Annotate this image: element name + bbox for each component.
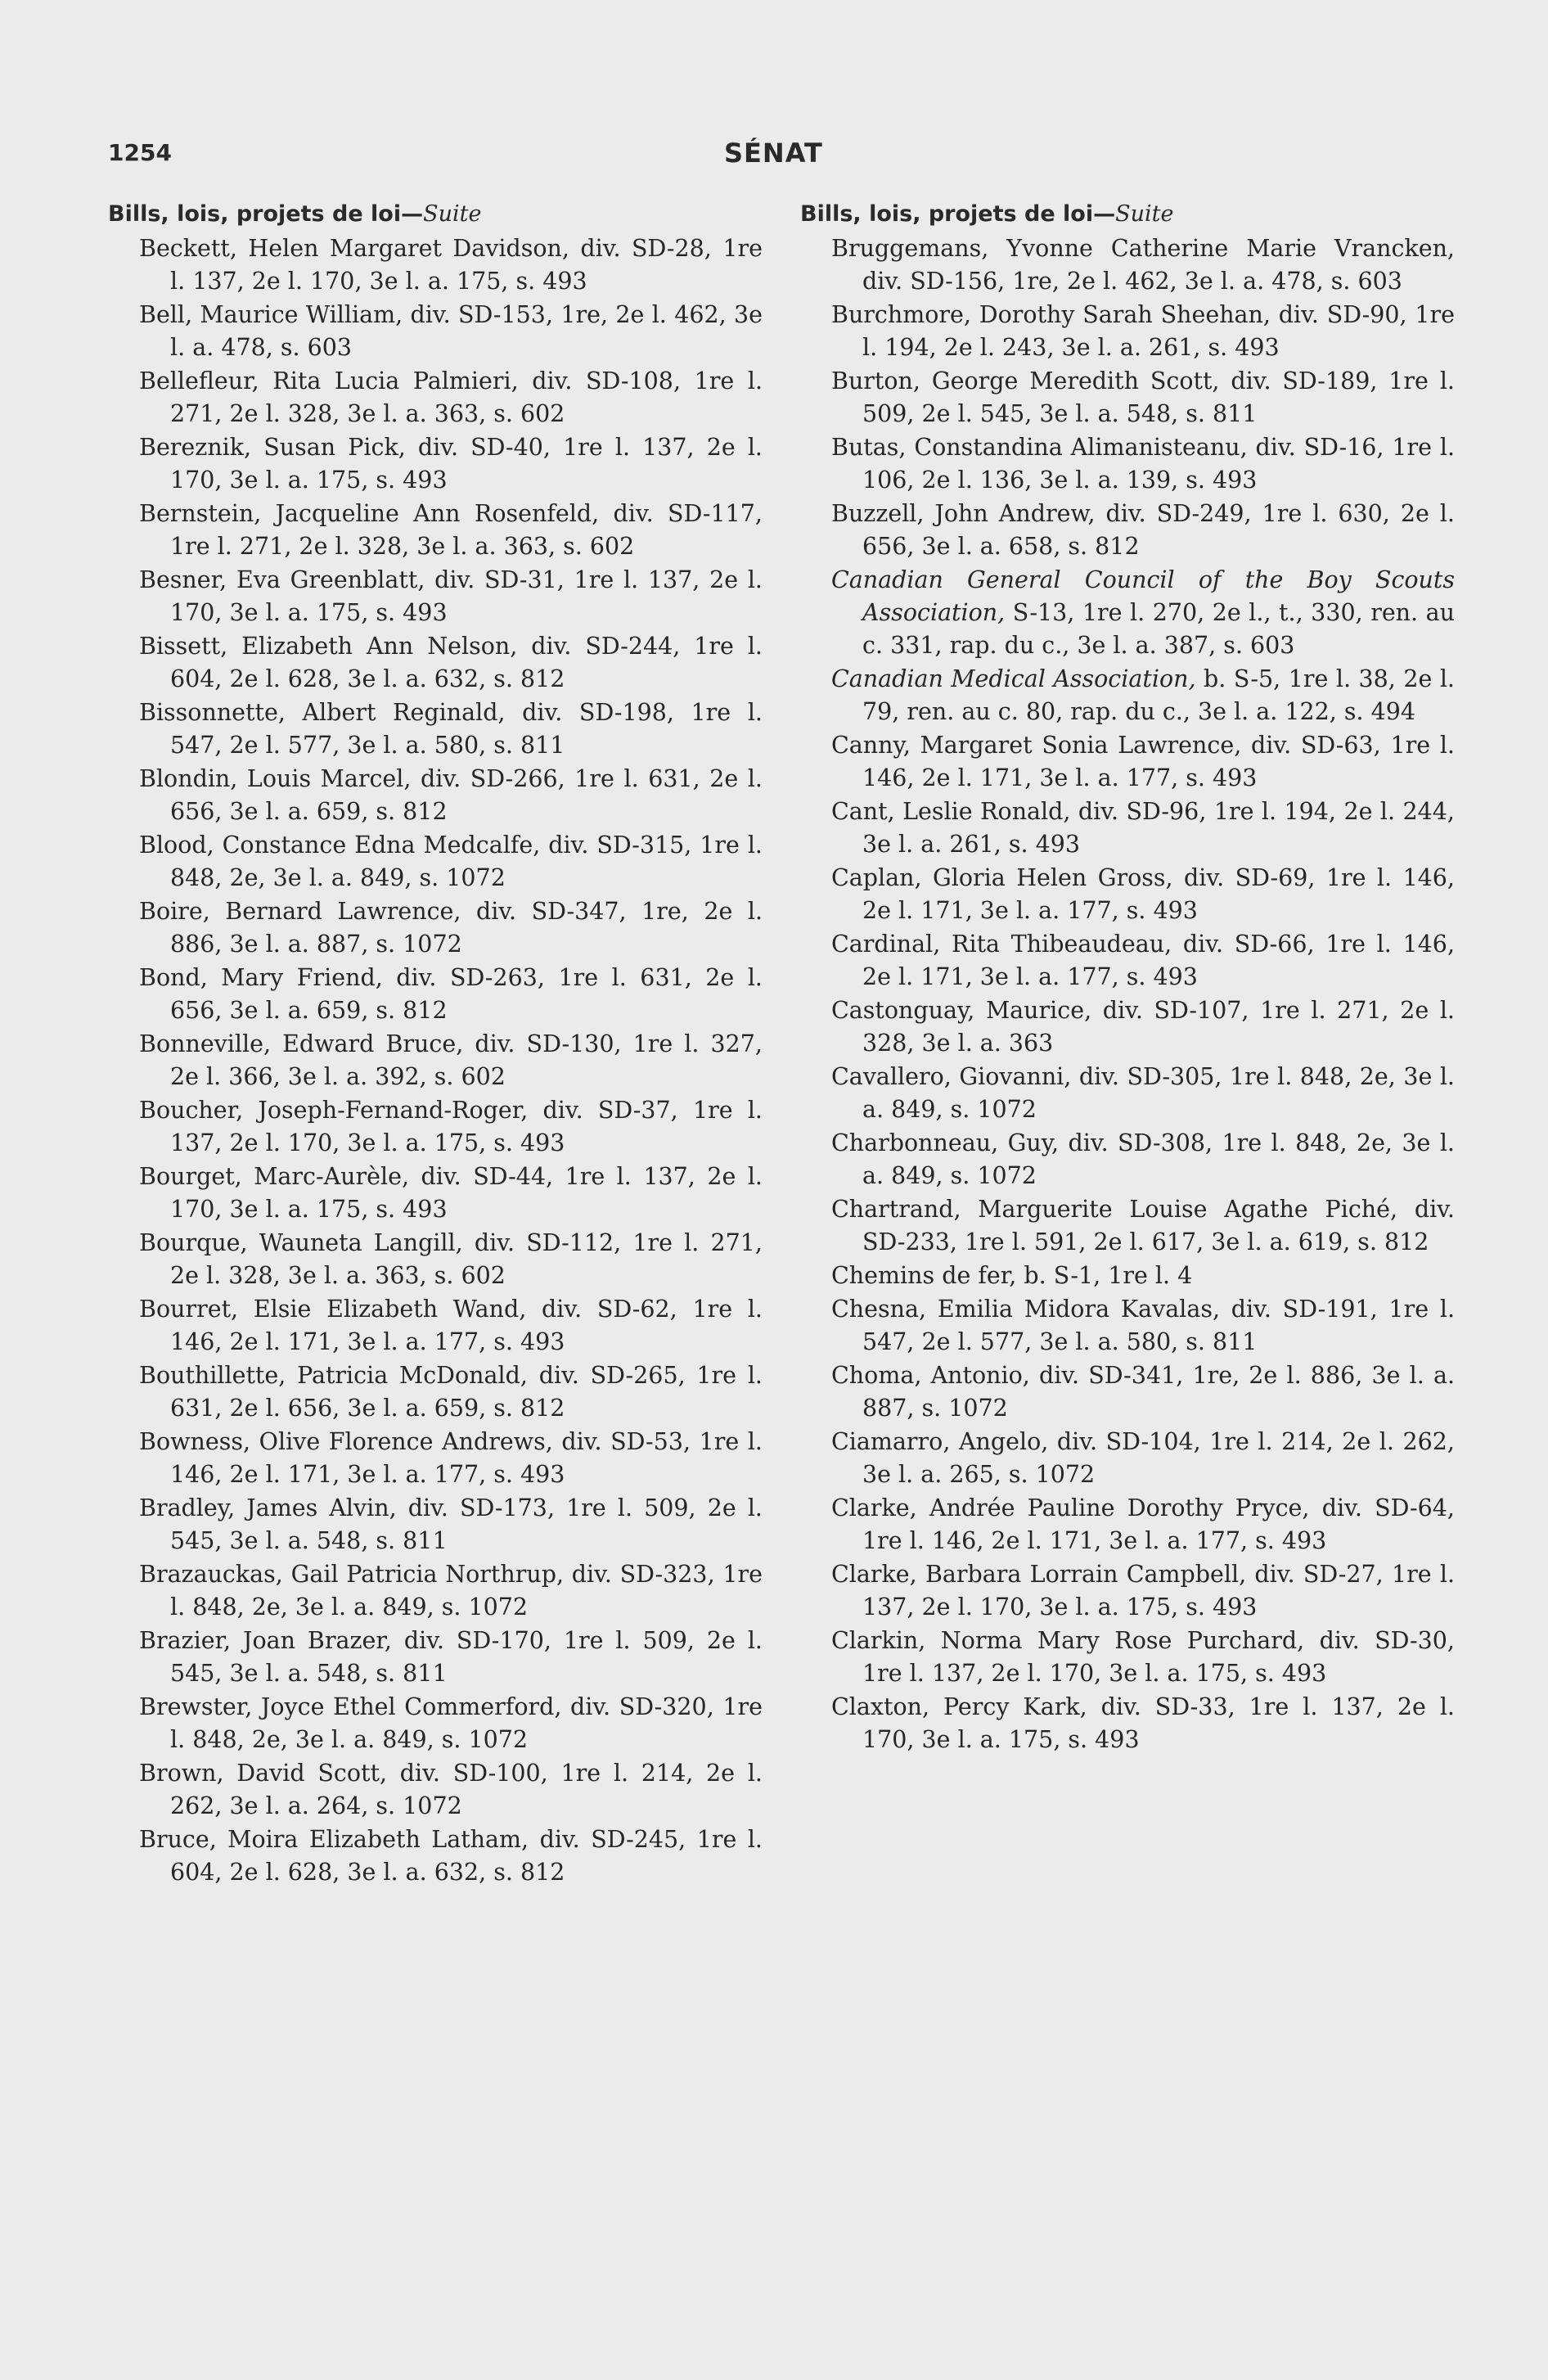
entry-text: Bereznik, Susan Pick, div. SD-40, 1re l. 137, 2e l. 170, 3e l. a. 175, s. 493 bbox=[139, 434, 763, 494]
entry-text: Brown, David Scott, div. SD-100, 1re l. 214, 2e l. 262, 3e l. a. 264, s. 1072 bbox=[139, 1760, 763, 1819]
index-entry bbox=[800, 1558, 1455, 1624]
entry-text: Clarkin, Norma Mary Rose Purchard, div. SD-30, 1re l. 137, 2e l. 170, 3e l. a. 175, s. 493 bbox=[831, 1627, 1455, 1687]
entry-text: Brazauckas, Gail Patricia Northrup, div. SD-323, 1re l. 848, 2e, 3e l. a. 849, s. 1072 bbox=[139, 1561, 763, 1620]
entry-text: Butas, Constandina Alimanisteanu, div. SD-16, 1re l. 106, 2e l. 136, 3e l. a. 139, s. 493 bbox=[831, 434, 1455, 494]
entry-text: Buzzell, John Andrew, div. SD-249, 1re l. 630, 2e l. 656, 3e l. a. 658, s. 812 bbox=[831, 500, 1455, 560]
index-entry bbox=[108, 630, 763, 696]
entry-list bbox=[800, 232, 1455, 1756]
entry-text: Cardinal, Rita Thibeaudeau, div. SD-66, 1re l. 146, 2e l. 171, 3e l. a. 177, s. 493 bbox=[831, 931, 1455, 990]
index-entry bbox=[108, 1625, 763, 1690]
entry-text: Bourque, Wauneta Langill, div. SD-112, 1re l. 271, 2e l. 328, 3e l. a. 363, s. 602 bbox=[139, 1229, 763, 1289]
entry-text: Boucher, Joseph-Fernand-Roger, div. SD-37, 1re l. 137, 2e l. 170, 3e l. a. 175, s. 493 bbox=[139, 1097, 763, 1156]
index-entry bbox=[108, 1558, 763, 1624]
index-entry bbox=[108, 1094, 763, 1160]
entry-text: Burton, George Meredith Scott, div. SD-189, 1re l. 509, 2e l. 545, 3e l. a. 548, s. 811 bbox=[831, 367, 1455, 427]
heading-suite: Suite bbox=[423, 201, 482, 227]
entry-title: Canadian General Council of the Boy Scouts Association, bbox=[831, 566, 1455, 626]
index-entry bbox=[800, 1492, 1455, 1557]
entry-text: Cavallero, Giovanni, div. SD-305, 1re l. 848, 2e, 3e l. a. 849, s. 1072 bbox=[831, 1063, 1455, 1123]
entry-text: Bourget, Marc-Aurèle, div. SD-44, 1re l. 137, 2e l. 170, 3e l. a. 175, s. 493 bbox=[139, 1163, 763, 1223]
entry-text: Caplan, Gloria Helen Gross, div. SD-69, 1re l. 146, 2e l. 171, 3e l. a. 177, s. 493 bbox=[831, 864, 1455, 924]
entry-text: Bourret, Elsie Elizabeth Wand, div. SD-62, 1re l. 146, 2e l. 171, 3e l. a. 177, s. 493 bbox=[139, 1296, 763, 1355]
entry-text: Bissonnette, Albert Reginald, div. SD-198, 1re l. 547, 2e l. 577, 3e l. a. 580, s. 811 bbox=[139, 699, 763, 759]
entry-text: Bonneville, Edward Bruce, div. SD-130, 1re l. 327, 2e l. 366, 3e l. a. 392, s. 602 bbox=[139, 1030, 763, 1090]
entry-text: b. S-5, 1re l. 38, 2e l. 79, ren. au c. 80, rap. du c., 3e l. a. 122, s. 494 bbox=[862, 665, 1455, 725]
running-head: SÉNAT bbox=[724, 137, 823, 169]
entry-text: Charbonneau, Guy, div. SD-308, 1re l. 848, 2e, 3e l. a. 849, s. 1072 bbox=[831, 1129, 1455, 1189]
entry-text: Bellefleur, Rita Lucia Palmieri, div. SD-108, 1re l. 271, 2e l. 328, 3e l. a. 363, s. 602 bbox=[139, 367, 763, 427]
index-entry bbox=[800, 431, 1455, 497]
index-entry bbox=[108, 1757, 763, 1823]
index-entry bbox=[800, 862, 1455, 927]
left-column bbox=[108, 198, 763, 1890]
entry-text: Bissett, Elizabeth Ann Nelson, div. SD-244, 1re l. 604, 2e l. 628, 3e l. a. 632, s. 812 bbox=[139, 633, 763, 692]
entry-text: S-13, 1re l. 270, 2e l., t., 330, ren. au c. 331, rap. du c., 3e l. a. 387, s. 603 bbox=[862, 599, 1455, 659]
index-entry bbox=[800, 1193, 1455, 1259]
index-entry bbox=[800, 1359, 1455, 1425]
entry-text: Claxton, Percy Kark, div. SD-33, 1re l. 137, 2e l. 170, 3e l. a. 175, s. 493 bbox=[831, 1693, 1455, 1753]
entry-text: Bond, Mary Friend, div. SD-263, 1re l. 631, 2e l. 656, 3e l. a. 659, s. 812 bbox=[139, 964, 763, 1024]
index-entry bbox=[800, 1426, 1455, 1491]
entry-text: Bruggemans, Yvonne Catherine Marie Vrancken, div. SD-156, 1re, 2e l. 462, 3e l. a. 478, s. 603 bbox=[831, 235, 1455, 295]
entry-text: Bowness, Olive Florence Andrews, div. SD-53, 1re l. 146, 2e l. 171, 3e l. a. 177, s. 493 bbox=[139, 1428, 763, 1488]
entry-text: Burchmore, Dorothy Sarah Sheehan, div. SD-90, 1re l. 194, 2e l. 243, 3e l. a. 261, s. 493 bbox=[831, 301, 1455, 361]
index-entry bbox=[800, 564, 1455, 662]
index-entry bbox=[108, 962, 763, 1027]
entry-text: Cant, Leslie Ronald, div. SD-96, 1re l. 194, 2e l. 244, 3e l. a. 261, s. 493 bbox=[831, 798, 1455, 858]
index-entry bbox=[800, 1127, 1455, 1192]
index-entry bbox=[108, 696, 763, 762]
index-entry bbox=[108, 299, 763, 364]
right-column bbox=[800, 198, 1455, 1757]
entry-text: Besner, Eva Greenblatt, div. SD-31, 1re l. 137, 2e l. 170, 3e l. a. 175, s. 493 bbox=[139, 566, 763, 626]
index-entry bbox=[108, 365, 763, 430]
index-entry bbox=[108, 763, 763, 828]
index-entry bbox=[108, 1359, 763, 1425]
entry-text: Bell, Maurice William, div. SD-153, 1re, 2e l. 462, 3e l. a. 478, s. 603 bbox=[139, 301, 763, 361]
entry-text: Chesna, Emilia Midora Kavalas, div. SD-191, 1re l. 547, 2e l. 577, 3e l. a. 580, s. 811 bbox=[831, 1296, 1455, 1355]
entry-text: Beckett, Helen Margaret Davidson, div. SD-28, 1re l. 137, 2e l. 170, 3e l. a. 175, s. 493 bbox=[139, 235, 763, 295]
entry-text: Choma, Antonio, div. SD-341, 1re, 2e l. 886, 3e l. a. 887, s. 1072 bbox=[831, 1362, 1455, 1422]
index-entry bbox=[108, 1492, 763, 1557]
index-entry bbox=[800, 1293, 1455, 1359]
index-entry bbox=[108, 564, 763, 629]
entry-title: Canadian Medical Association, bbox=[831, 665, 1196, 692]
index-entry bbox=[108, 1691, 763, 1756]
index-entry bbox=[108, 1227, 763, 1292]
column-heading bbox=[108, 198, 763, 231]
index-entry bbox=[800, 365, 1455, 430]
index-entry bbox=[108, 1426, 763, 1491]
entry-text: Clarke, Barbara Lorrain Campbell, div. SD-27, 1re l. 137, 2e l. 170, 3e l. a. 175, s. 493 bbox=[831, 1561, 1455, 1620]
entry-text: Bradley, James Alvin, div. SD-173, 1re l. 509, 2e l. 545, 3e l. a. 548, s. 811 bbox=[139, 1494, 763, 1554]
index-entry bbox=[800, 498, 1455, 563]
index-entry bbox=[108, 1161, 763, 1226]
index-entry bbox=[800, 994, 1455, 1060]
index-entry bbox=[800, 1260, 1455, 1292]
index-entry bbox=[108, 829, 763, 895]
entry-text: Bruce, Moira Elizabeth Latham, div. SD-245, 1re l. 604, 2e l. 628, 3e l. a. 632, s. 812 bbox=[139, 1826, 763, 1886]
entry-text: Boire, Bernard Lawrence, div. SD-347, 1re, 2e l. 886, 3e l. a. 887, s. 1072 bbox=[139, 898, 763, 958]
index-entry bbox=[800, 928, 1455, 994]
entry-text: Brewster, Joyce Ethel Commerford, div. SD-320, 1re l. 848, 2e, 3e l. a. 849, s. 1072 bbox=[139, 1693, 763, 1753]
page-number: 1254 bbox=[108, 139, 172, 166]
heading-text: Bills, lois, projets de loi— bbox=[108, 201, 424, 227]
index-entry bbox=[108, 431, 763, 497]
entry-text: Blondin, Louis Marcel, div. SD-266, 1re l. 631, 2e l. 656, 3e l. a. 659, s. 812 bbox=[139, 765, 763, 825]
index-entry bbox=[108, 498, 763, 563]
index-entry bbox=[800, 663, 1455, 728]
entry-text: Castonguay, Maurice, div. SD-107, 1re l. 271, 2e l. 328, 3e l. a. 363 bbox=[831, 997, 1455, 1057]
index-entry bbox=[108, 1028, 763, 1093]
entry-text: Ciamarro, Angelo, div. SD-104, 1re l. 214, 2e l. 262, 3e l. a. 265, s. 1072 bbox=[831, 1428, 1455, 1488]
entry-text: Canny, Margaret Sonia Lawrence, div. SD-63, 1re l. 146, 2e l. 171, 3e l. a. 177, s. 493 bbox=[831, 732, 1455, 791]
entry-text: Chemins de fer, b. S-1, 1re l. 4 bbox=[831, 1262, 1193, 1289]
entry-text: Blood, Constance Edna Medcalfe, div. SD-315, 1re l. 848, 2e, 3e l. a. 849, s. 1072 bbox=[139, 832, 763, 891]
index-entry bbox=[108, 232, 763, 298]
entry-text: Bouthillette, Patricia McDonald, div. SD-265, 1re l. 631, 2e l. 656, 3e l. a. 659, s. 812 bbox=[139, 1362, 763, 1422]
heading-suite: Suite bbox=[1115, 201, 1174, 227]
index-entry bbox=[800, 1061, 1455, 1126]
index-entry bbox=[108, 895, 763, 961]
entry-list bbox=[108, 232, 763, 1889]
index-entry bbox=[800, 299, 1455, 364]
entry-text: Bernstein, Jacqueline Ann Rosenfeld, div. SD-117, 1re l. 271, 2e l. 328, 3e l. a. 363, s. 602 bbox=[139, 500, 763, 560]
index-entry bbox=[800, 232, 1455, 298]
index-entry bbox=[108, 1823, 763, 1889]
index-entry bbox=[800, 1625, 1455, 1690]
index-entry bbox=[800, 796, 1455, 861]
index-entry bbox=[800, 1691, 1455, 1756]
column-heading bbox=[800, 198, 1455, 231]
heading-text: Bills, lois, projets de loi— bbox=[800, 201, 1116, 227]
entry-text: Chartrand, Marguerite Louise Agathe Piché, div. SD-233, 1re l. 591, 2e l. 617, 3e l. a. 619, s. 812 bbox=[831, 1196, 1455, 1255]
entry-text: Clarke, Andrée Pauline Dorothy Pryce, div. SD-64, 1re l. 146, 2e l. 171, 3e l. a. 177, s. 493 bbox=[831, 1494, 1455, 1554]
entry-text: Brazier, Joan Brazer, div. SD-170, 1re l. 509, 2e l. 545, 3e l. a. 548, s. 811 bbox=[139, 1627, 763, 1687]
index-entry bbox=[108, 1293, 763, 1359]
index-entry bbox=[800, 729, 1455, 795]
